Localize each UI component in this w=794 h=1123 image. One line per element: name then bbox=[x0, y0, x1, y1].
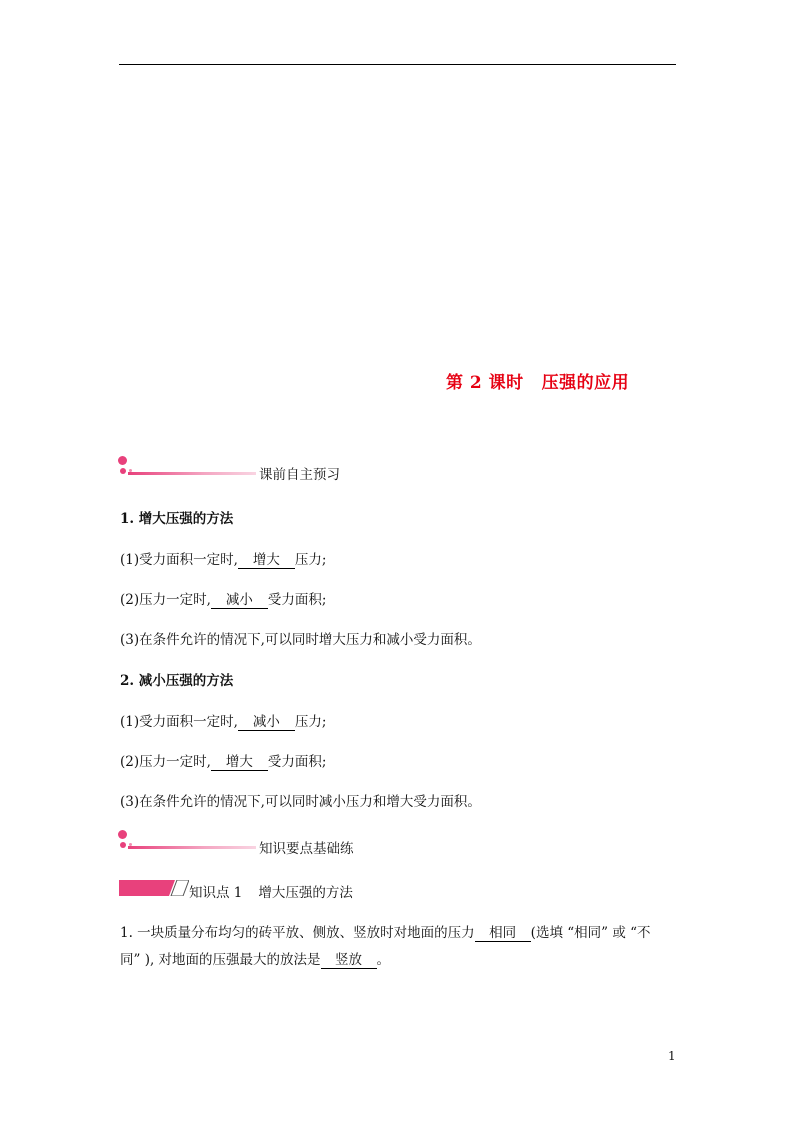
answer-blank: 减小 bbox=[238, 715, 295, 731]
q1-heading: 1. 增大压强的方法 bbox=[120, 511, 234, 527]
exercise-1-line-2: 同” ), 对地面的压强最大的放法是 竖放 。 bbox=[120, 952, 391, 968]
answer-blank: 增大 bbox=[238, 553, 295, 569]
q2-item-1: (1)受力面积一定时, 减小 压力; bbox=[120, 714, 327, 730]
answer-blank: 减小 bbox=[211, 593, 268, 609]
lesson-number: 第 2 课时 bbox=[446, 373, 524, 393]
banner-label: 课前自主预习 bbox=[259, 467, 340, 483]
q1-item-3: (3)在条件允许的情况下,可以同时增大压力和减小受力面积。 bbox=[120, 632, 481, 648]
banner-bar bbox=[128, 472, 256, 475]
banner-dot-icon bbox=[118, 456, 127, 465]
page-number: 1 bbox=[668, 1049, 676, 1063]
exercise-1-line-1: 1. 一块质量分布均匀的砖平放、侧放、竖放时对地面的压力 相同 (选填 “相同” 或 “不 bbox=[120, 925, 651, 941]
header-rule bbox=[119, 64, 676, 65]
q2-heading: 2. 减小压强的方法 bbox=[120, 673, 234, 689]
banner-dot-icon bbox=[120, 842, 126, 848]
knowledge-point-tag-icon bbox=[119, 880, 189, 896]
answer-blank: 竖放 bbox=[321, 953, 377, 969]
banner-bar bbox=[128, 846, 256, 849]
banner-dot-icon bbox=[118, 830, 127, 839]
answer-blank: 增大 bbox=[211, 755, 268, 771]
q2-item-3: (3)在条件允许的情况下,可以同时减小压力和增大受力面积。 bbox=[120, 794, 481, 810]
answer-blank: 相同 bbox=[475, 926, 531, 942]
knowledge-point-header bbox=[119, 880, 419, 901]
q2-item-2: (2)压力一定时, 增大 受力面积; bbox=[120, 754, 327, 770]
lesson-topic: 压强的应用 bbox=[541, 373, 630, 393]
section-banner-practice bbox=[118, 830, 378, 860]
q1-item-1: (1)受力面积一定时, 增大 压力; bbox=[120, 552, 327, 568]
q1-item-2: (2)压力一定时, 减小 受力面积; bbox=[120, 592, 327, 608]
banner-dot-icon bbox=[120, 468, 126, 474]
knowledge-point-label: 知识点 1 增大压强的方法 bbox=[189, 885, 353, 901]
section-banner-preview bbox=[118, 456, 378, 486]
banner-label: 知识要点基础练 bbox=[259, 841, 354, 857]
page-title bbox=[446, 368, 629, 393]
